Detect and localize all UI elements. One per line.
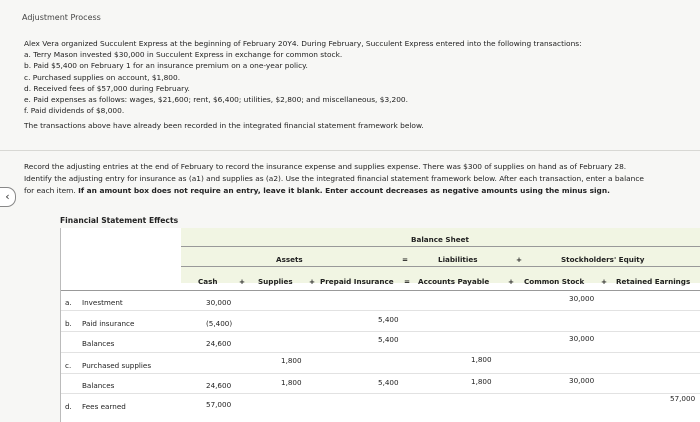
group-rule [181,266,700,267]
transaction-list [24,49,684,116]
cash-value[interactable]: (5,400) [206,319,233,328]
assets-heading: Assets [276,255,303,264]
recorded-note: The transactions above have already been recorded in the integrated financial statement framework below. [24,121,424,131]
row-divider [61,310,700,311]
row-label: Paid insurance [82,319,135,328]
accounts-payable-value[interactable]: 1,800 [471,355,492,364]
transaction-d: d. Received fees of $57,000 during February. [24,83,190,93]
common-stock-value[interactable]: 30,000 [569,334,595,343]
row-divider [61,393,700,394]
row-divider [61,373,700,374]
cash-value[interactable]: 30,000 [206,298,232,307]
transaction-c: c. Purchased supplies on account, $1,800. [24,72,181,82]
chevron-left-icon[interactable]: ‹ [0,187,16,207]
problem-intro [24,38,684,132]
row-letter: a. [65,298,72,307]
transaction-f: f. Paid dividends of $8,000. [24,106,125,116]
instructions-line-2: Identify the adjusting entry for insurance as (a1) and supplies as (a2). Use the integrated financial statement framework below. After each transaction, enter a balance [24,174,644,183]
intro-text: Alex Vera organized Succulent Express at the beginning of February 20Y4. During February, Succulent Express entered into the following transactions: [24,39,582,48]
col-prepaid-insurance: Prepaid Insurance [320,277,394,286]
instructions-line-1: Record the adjusting entries at the end of February to record the insurance expense and supplies expense. There was $300 of supplies on hand as of February 28. [24,162,627,171]
transaction-a: a. Terry Mason invested $30,000 in Succulent Express in exchange for common stock. [24,50,343,60]
instructions [24,161,692,197]
balance-sheet-rule [181,246,700,247]
plus-sign: + [601,277,608,286]
instructions-line-3: for each item. If an amount box does not require an entry, leave it blank. Enter account decreases as negative amounts using the minus sign. [24,186,610,195]
page-header: Adjustment Process [22,13,101,22]
financial-statement-table [60,228,700,422]
col-supplies: Supplies [258,277,293,286]
cash-value[interactable]: 24,600 [206,381,232,390]
prepaid-insurance-value[interactable]: 5,400 [378,335,399,344]
equals-sign: = [404,277,411,286]
balance-sheet-heading: Balance Sheet [411,235,469,244]
row-letter: d. [65,402,72,411]
plus-sign: + [508,277,515,286]
col-accounts-payable: Accounts Payable [418,277,490,286]
prepaid-insurance-value[interactable]: 5,400 [378,378,399,387]
row-letter: b. [65,319,72,328]
col-common-stock: Common Stock [524,277,585,286]
row-label: Fees earned [82,402,126,411]
row-divider [61,352,700,353]
col-retained-earnings: Retained Earnings [616,277,691,286]
row-label: Purchased supplies [82,361,152,370]
plus-sign: + [516,255,523,264]
plus-sign: + [309,277,316,286]
liabilities-heading: Liabilities [438,255,478,264]
transaction-e: e. Paid expenses as follows: wages, $21,600; rent, $6,400; utilities, $2,800; and miscellaneous, $3,200. [24,95,408,105]
supplies-value[interactable]: 1,800 [281,356,302,365]
common-stock-value[interactable]: 30,000 [569,376,595,385]
retained-earnings-value[interactable]: 57,000 [670,394,696,403]
equity-heading: Stockholders' Equity [561,255,645,264]
equals-sign: = [402,255,409,264]
row-label: Investment [82,298,123,307]
row-label: Balances [82,339,115,348]
accounts-payable-value[interactable]: 1,800 [471,377,492,386]
col-cash: Cash [198,277,218,286]
transaction-b: b. Paid $5,400 on February 1 for an insurance premium on a one-year policy. [24,61,308,71]
row-divider [61,331,700,332]
table-title: Financial Statement Effects [60,216,179,225]
supplies-value[interactable]: 1,800 [281,378,302,387]
row-letter: c. [65,361,72,370]
plus-sign: + [239,277,246,286]
common-stock-value[interactable]: 30,000 [569,294,595,303]
cash-value[interactable]: 24,600 [206,339,232,348]
cash-value[interactable]: 57,000 [206,400,232,409]
column-header-rule [61,290,700,291]
section-divider [0,150,700,151]
row-label: Balances [82,381,115,390]
prepaid-insurance-value[interactable]: 5,400 [378,315,399,324]
